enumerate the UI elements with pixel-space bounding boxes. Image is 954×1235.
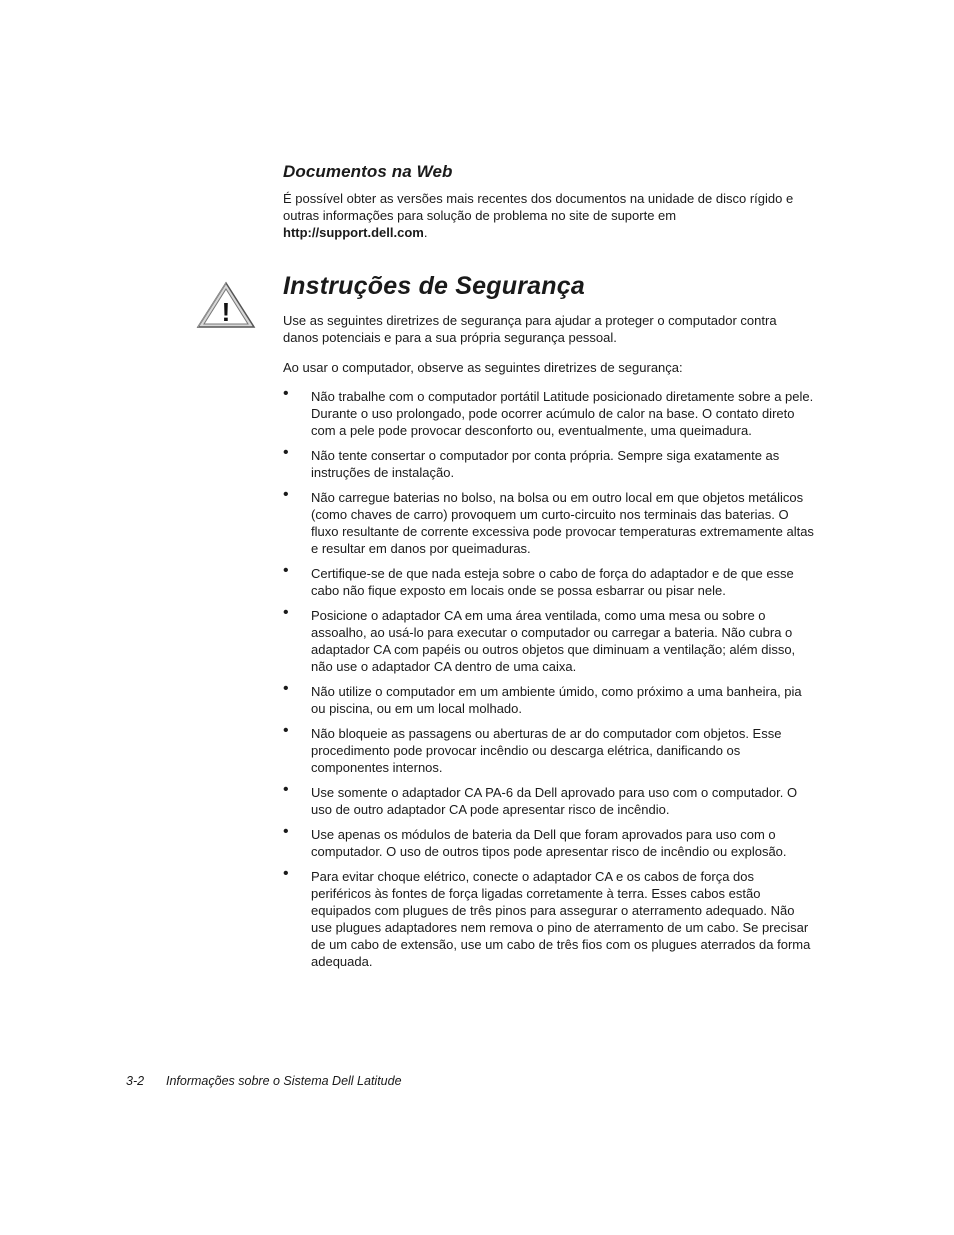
list-item-text: Certifique-se de que nada esteja sobre o cabo de força do adaptador e de que esse cabo não fique exposto em locais onde se possa esbarrar ou pisar nele. [311,566,794,598]
page-footer [126,1074,402,1088]
web-documents-text-end: . [423,225,428,240]
list-item-text: Para evitar choque elétrico, conecte o adaptador CA e os cabos de força dos periféricos às fontes de força ligadas corretamente à terra. Esses cabos estão equipados com plugues de três pinos para assegurar o aterramento adequado. Não use plugues adaptadores nem remova o pino de aterramento de um cabo. Se precisar de um cabo de extensão, use um cabo de três fios com os plugues aterrados da forma adequada. [311,869,811,969]
safety-guidelines-list [283,385,815,978]
warning-glyph: ! [221,297,231,327]
list-item [283,722,815,776]
list-item-text: Não tente consertar o computador por conta própria. Sempre siga exatamente as instruções de instalação. [311,448,780,480]
list-item [283,680,815,717]
list-item [283,385,815,439]
bullet-icon: • [283,486,289,503]
list-item [283,604,815,675]
bullet-icon: • [283,385,289,402]
list-item [283,865,815,970]
safety-lead: Ao usar o computador, observe as seguintes diretrizes de segurança: [283,360,683,375]
bullet-icon: • [283,823,289,840]
list-item-text: Use apenas os módulos de bateria da Dell que foram aprovados para uso com o computador. O uso de outros tipos pode apresentar risco de incêndio ou explosão. [311,827,787,859]
list-item [283,444,815,481]
list-item-text: Não trabalhe com o computador portátil Latitude posicionado diretamente sobre a pele. Durante o uso prolongado, pode ocorrer acúmulo de calor na base. O contato direto com a pele pode provocar desconforto ou, eventualmente, uma queimadura. [311,389,814,438]
bullet-icon: • [283,781,289,798]
bullet-icon: • [283,604,289,621]
web-documents-text: É possível obter as versões mais recentes dos documentos na unidade de disco rígido e outras informações para solução de problema no site de suporte em [283,191,794,223]
list-item [283,562,815,599]
list-item [283,823,815,860]
page-number: 3-2 [126,1074,145,1088]
bullet-icon: • [283,680,289,697]
list-item [283,486,815,557]
bullet-icon: • [283,722,289,739]
list-item [283,781,815,818]
section-heading-safety: Instruções de Segurança [283,272,585,300]
bullet-icon: • [283,562,289,579]
list-item-text: Não carregue baterias no bolso, na bolsa ou em outro local em que objetos metálicos (como chaves de carro) provoquem um curto-circuito nos terminais das baterias. O fluxo resultante de corrente excessiva pode provocar temperaturas extremamente altas e resultar em danos por queimaduras. [311,490,814,556]
list-item-text: Use somente o adaptador CA PA-6 da Dell aprovado para uso com o computador. O uso de outro adaptador CA pode apresentar risco de incêndio. [311,785,798,817]
support-link[interactable]: http://support.dell.com [283,225,424,240]
section-heading-web-documents: Documentos na Web [283,162,453,181]
list-item-text: Posicione o adaptador CA em uma área ventilada, como uma mesa ou sobre o assoalho, ao usá-lo para executar o computador ou carregar a bateria. Não cubra o adaptador CA com papéis ou outros objetos que diminuam a ventilação; além disso, não use o adaptador CA dentro de uma caixa. [311,608,796,674]
list-item-text: Não utilize o computador em um ambiente úmido, como próximo a uma banheira, pia ou piscina, ou em um local molhado. [311,684,802,716]
web-documents-paragraph [283,190,813,241]
bullet-icon: • [283,865,289,882]
bullet-icon: • [283,444,289,461]
safety-intro: Use as seguintes diretrizes de segurança para ajudar a proteger o computador contra danos potenciais e para a sua própria segurança pessoal. [283,313,777,345]
list-item-text: Não bloqueie as passagens ou aberturas de ar do computador com objetos. Esse procedimento pode provocar incêndio ou descarga elétrica, danificando os componentes internos. [311,726,782,775]
warning-triangle-icon [196,281,256,329]
footer-title: Informações sobre o Sistema Dell Latitude [166,1074,402,1088]
